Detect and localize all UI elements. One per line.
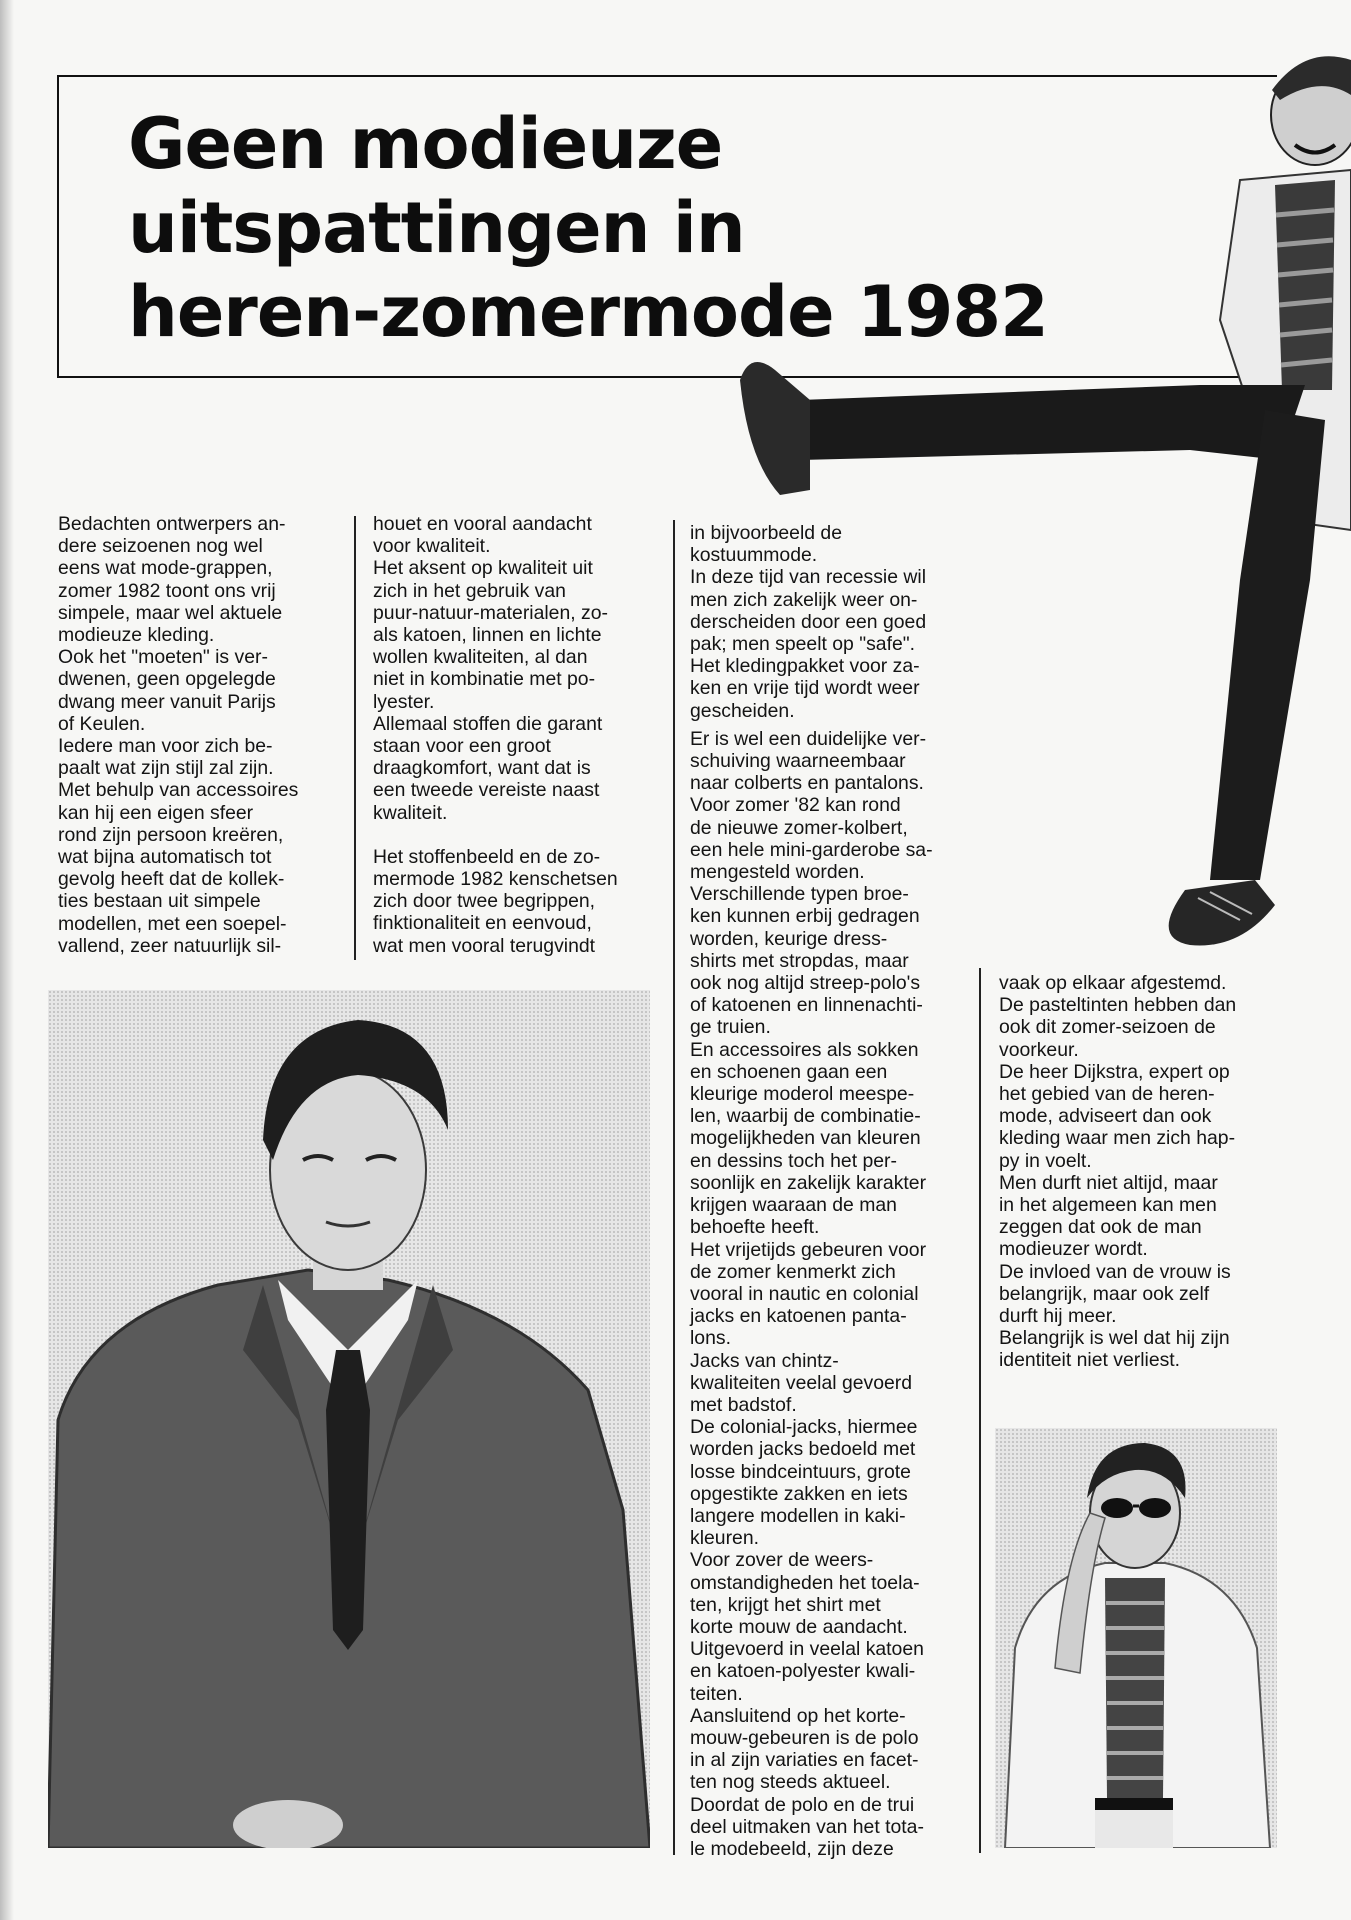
text-line: ten nog steeds aktueel.	[690, 1771, 891, 1794]
text-line: in het algemeen kan men	[999, 1194, 1217, 1217]
text-line: ge truien.	[690, 1016, 771, 1039]
text-line: korte mouw de aandacht.	[690, 1615, 908, 1638]
text-line: De heer Dijkstra, expert op	[999, 1060, 1230, 1083]
text-line: Het vrijetijds gebeuren voor	[690, 1238, 927, 1261]
photo-man-with-sunglasses	[995, 1428, 1277, 1848]
text-line: met badstof.	[690, 1393, 797, 1416]
text-line: jacks en katoenen panta-	[690, 1305, 907, 1328]
text-line: ken kunnen erbij gedragen	[690, 905, 920, 928]
text-line: wat men vooral terugvindt	[373, 934, 596, 957]
text-line: mermode 1982 kenschetsen	[373, 868, 618, 891]
text-line: dere seizoenen nog wel	[58, 535, 263, 558]
text-line: shirts met stropdas, maar	[690, 949, 909, 972]
text-line: De colonial-jacks, hiermee	[690, 1416, 918, 1439]
text-line: opgestikte zakken en iets	[690, 1482, 908, 1505]
headline-line-3: heren-zomermode 1982	[128, 271, 1048, 353]
text-line: modellen, met een soepel-	[58, 912, 287, 935]
headline-line-2: uitspattingen in	[128, 187, 745, 269]
text-line: kleuren.	[690, 1527, 759, 1550]
text-line: voor kwaliteit.	[373, 535, 491, 558]
text-line: Het kledingpakket voor za-	[690, 655, 920, 678]
text-line: of katoenen en linnenachti-	[690, 994, 923, 1017]
text-line: en katoen-polyester kwali-	[690, 1660, 916, 1683]
text-line: ook nog altijd streep-polo's	[690, 972, 921, 995]
text-line: als katoen, linnen en lichte	[373, 624, 602, 647]
text-line: De pasteltinten hebben dan	[999, 994, 1237, 1017]
text-line: derscheiden door een goed	[690, 610, 927, 633]
column-rule	[354, 516, 356, 960]
text-line: Uitgevoerd in veelal katoen	[690, 1638, 924, 1661]
text-line: naar colberts en pantalons.	[690, 772, 924, 795]
text-line: Bedachten ontwerpers an-	[58, 513, 286, 535]
text-line: de nieuwe zomer-kolbert,	[690, 816, 908, 839]
text-line: behoefte heeft.	[690, 1216, 820, 1239]
text-line: pak; men speelt op "safe".	[690, 633, 916, 656]
text-line: mengesteld worden.	[690, 861, 865, 884]
text-line: kleurige moderol meespe-	[690, 1083, 915, 1106]
text-line: de zomer kenmerkt zich	[690, 1260, 896, 1283]
text-line: Ook het "moeten" is ver-	[58, 646, 268, 669]
text-line: Aansluitend op het korte-	[690, 1704, 906, 1727]
text-line: lyester.	[373, 690, 435, 713]
text-line: deel uitmaken van het tota-	[690, 1815, 924, 1838]
text-line: In deze tijd van recessie wil	[690, 566, 927, 589]
text-line: len, waarbij de combinatie-	[690, 1105, 921, 1128]
text-line: Allemaal stoffen die garant	[373, 712, 603, 735]
text-line: finktionaliteit en eenvoud,	[373, 912, 592, 935]
page-edge-shadow	[0, 0, 14, 1920]
text-line: Jacks van chintz-	[690, 1349, 839, 1372]
text-line: ook dit zomer-seizoen de	[999, 1016, 1216, 1039]
text-line: langere modellen in kaki-	[690, 1504, 906, 1527]
column-rule	[979, 968, 981, 1853]
text-line: men zich zakelijk weer on-	[690, 588, 918, 611]
text-line: zich door twee begrippen,	[373, 890, 596, 913]
text-line: wollen kwaliteiten, al dan	[373, 646, 588, 669]
text-line: kwaliteiten veelal gevoerd	[690, 1371, 913, 1394]
column-rule	[673, 520, 675, 1855]
photo-man-in-suit	[48, 990, 650, 1848]
text-line: wat bijna automatisch tot	[58, 846, 272, 869]
text-line: gevolg heeft dat de kollek-	[58, 868, 285, 891]
text-line: vaak op elkaar afgestemd.	[999, 972, 1227, 994]
text-line: Voor zover de weers-	[690, 1549, 874, 1572]
article-column-2	[373, 513, 618, 957]
headline-line-1: Geen modieuze	[128, 103, 723, 185]
text-line: Er is wel een duidelijke ver-	[690, 727, 927, 750]
text-line: De invloed van de vrouw is	[999, 1260, 1231, 1283]
text-line: losse bindceintuurs, grote	[690, 1460, 911, 1483]
text-line: vallend, zeer natuurlijk sil-	[58, 934, 282, 957]
text-line: Verschillende typen broe-	[690, 883, 909, 906]
text-line: voorkeur.	[999, 1038, 1079, 1061]
text-line: dwenen, geen opgelegde	[58, 668, 276, 691]
text-line: of Keulen.	[58, 712, 146, 735]
text-line: het gebied van de heren-	[999, 1083, 1215, 1106]
text-line: krijgen waaraan de man	[690, 1194, 897, 1217]
text-line: ken en vrije tijd wordt weer	[690, 677, 920, 700]
text-line: Men durft niet altijd, maar	[999, 1171, 1218, 1194]
text-line: soonlijk en zakelijk karakter	[690, 1171, 927, 1194]
text-line: dwang meer vanuit Parijs	[58, 690, 276, 713]
text-line: houet en vooral aandacht	[373, 513, 592, 535]
text-line: gescheiden.	[690, 699, 795, 722]
text-line: ties bestaan uit simpele	[58, 890, 261, 913]
text-line: Voor zomer '82 kan rond	[690, 794, 901, 817]
text-line: Het stoffenbeeld en de zo-	[373, 845, 601, 868]
text-line: En accessoires als sokken	[690, 1038, 919, 1061]
text-line: durft hij meer.	[999, 1305, 1117, 1328]
text-line: kleding waar men zich hap-	[999, 1127, 1236, 1150]
article-column-1	[58, 513, 298, 957]
text-line: in al zijn variaties en facet-	[690, 1749, 919, 1772]
text-line: le modebeeld, zijn deze	[690, 1837, 894, 1860]
text-line: Het aksent op kwaliteit uit	[373, 557, 593, 580]
text-line: een tweede vereiste naast	[373, 779, 600, 802]
text-line: staan voor een groot	[373, 735, 551, 758]
text-line: Doordat de polo en de trui	[690, 1793, 915, 1816]
text-line: schuiving waarneembaar	[690, 750, 906, 773]
text-line: Iedere man voor zich be-	[58, 735, 273, 758]
text-line: lons.	[690, 1327, 731, 1350]
text-line: teiten.	[690, 1682, 743, 1705]
text-line: ten, krijgt het shirt met	[690, 1593, 881, 1616]
text-line: mogelijkheden van kleuren	[690, 1127, 921, 1150]
text-line: niet in kombinatie met po-	[373, 668, 596, 691]
text-line: een hele mini-garderobe sa-	[690, 838, 933, 861]
text-line: puur-natuur-materialen, zo-	[373, 601, 608, 624]
text-line: rond zijn persoon kreëren,	[58, 823, 284, 846]
text-line: zich in het gebruik van	[373, 579, 566, 602]
text-line: simpele, maar wel aktuele	[58, 601, 283, 624]
text-line: draagkomfort, want dat is	[373, 757, 591, 780]
text-line: zeggen dat ook de man	[999, 1216, 1202, 1239]
text-line: py in voelt.	[999, 1149, 1092, 1172]
text-line: Belangrijk is wel dat hij zijn	[999, 1327, 1230, 1350]
text-line: omstandigheden het toela-	[690, 1571, 920, 1594]
text-line: mouw-gebeuren is de polo	[690, 1726, 919, 1749]
text-line: modieuzer wordt.	[999, 1238, 1148, 1261]
text-line: zomer 1982 toont ons vrij	[58, 579, 276, 602]
text-line: mode, adviseert dan ook	[999, 1105, 1212, 1128]
text-line: eens wat mode-grappen,	[58, 557, 273, 580]
text-line: vooral in nautic en colonial	[690, 1282, 919, 1305]
text-line: en schoenen gaan een	[690, 1060, 888, 1083]
article-column-4	[999, 972, 1236, 1372]
text-line: identiteit niet verliest.	[999, 1349, 1181, 1372]
text-line: kwaliteit.	[373, 801, 448, 824]
text-line: worden, keurige dress-	[690, 927, 888, 950]
text-line: kan hij een eigen sfeer	[58, 801, 254, 824]
text-line: paalt wat zijn stijl zal zijn.	[58, 757, 274, 780]
text-line: belangrijk, maar ook zelf	[999, 1282, 1210, 1305]
text-line: in bijvoorbeeld de	[690, 522, 843, 544]
text-line: kostuummode.	[690, 544, 818, 567]
article-column-3	[690, 522, 933, 1860]
text-line: en dessins toch het per-	[690, 1149, 897, 1172]
text-line: worden jacks bedoeld met	[690, 1438, 916, 1461]
text-line: modieuze kleding.	[58, 624, 215, 647]
text-line: Met behulp van accessoires	[58, 779, 299, 802]
